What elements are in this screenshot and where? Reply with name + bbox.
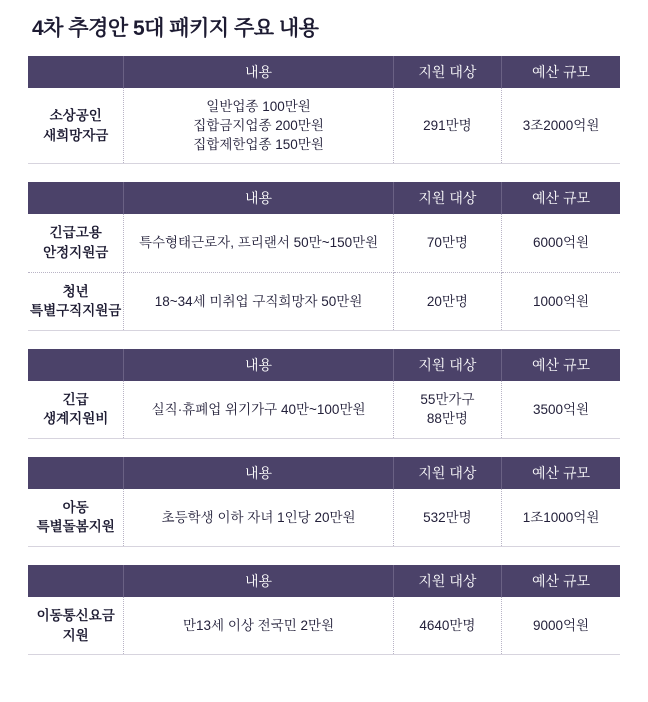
table-row xyxy=(28,272,620,330)
column-header-blank xyxy=(28,182,124,214)
column-header-target: 지원 대상 xyxy=(393,565,501,597)
column-header-budget: 예산 규모 xyxy=(502,565,620,597)
table-row xyxy=(28,214,620,272)
row-content-line: 만13세 이상 전국민 2만원 xyxy=(182,617,335,633)
table-row xyxy=(28,597,620,655)
package-table-3 xyxy=(28,349,620,439)
column-header-content: 내용 xyxy=(124,457,393,489)
row-budget-line: 1조1000억원 xyxy=(522,509,600,525)
row-label-line: 긴급고용 xyxy=(49,225,102,241)
row-budget xyxy=(502,214,620,272)
column-header-budget: 예산 규모 xyxy=(502,182,620,214)
row-content-line: 집합제한업종 150만원 xyxy=(193,137,324,153)
row-content xyxy=(124,88,393,164)
row-label-line: 지원 xyxy=(62,627,89,643)
row-content xyxy=(124,489,393,547)
row-content-line: 초등학생 이하 자녀 1인당 20만원 xyxy=(161,509,356,525)
row-content-line: 일반업종 100만원 xyxy=(206,99,311,114)
row-target-line: 291만명 xyxy=(423,118,472,134)
column-header-budget: 예산 규모 xyxy=(502,349,620,381)
row-budget xyxy=(502,597,620,655)
row-target xyxy=(393,214,501,272)
row-label xyxy=(28,381,124,439)
row-label-line: 긴급 xyxy=(62,391,89,407)
column-header-blank xyxy=(28,349,124,381)
page-title: 4차 추경안 5대 패키지 주요 내용 xyxy=(32,17,319,40)
column-header-budget: 예산 규모 xyxy=(502,56,620,88)
row-content xyxy=(124,214,393,272)
row-target-line: 532만명 xyxy=(423,509,472,525)
row-target-line: 55만가구 xyxy=(420,392,475,408)
table-header-row xyxy=(28,182,620,214)
row-label-line: 소상공인 xyxy=(49,108,102,124)
column-header-content: 내용 xyxy=(124,182,393,214)
row-content-line: 특수형태근로자, 프리랜서 50만~150만원 xyxy=(138,235,379,251)
column-header-blank xyxy=(28,457,124,489)
column-header-blank xyxy=(28,565,124,597)
row-label-line: 이동통신요금 xyxy=(36,607,115,623)
table-body-4 xyxy=(28,489,620,547)
column-header-content: 내용 xyxy=(124,56,393,88)
table-header-3 xyxy=(28,349,620,381)
row-label-line: 안정지원금 xyxy=(43,245,109,261)
package-table-2 xyxy=(28,182,620,330)
row-budget xyxy=(502,272,620,330)
table-body-2 xyxy=(28,214,620,330)
row-content-line: 18~34세 미취업 구직희망자 50만원 xyxy=(154,293,363,309)
row-label xyxy=(28,88,124,164)
row-content-line: 집합금지업종 200만원 xyxy=(193,118,324,134)
row-budget xyxy=(502,88,620,164)
table-row xyxy=(28,88,620,164)
row-label xyxy=(28,272,124,330)
row-target xyxy=(393,489,501,547)
row-budget-line: 3500억원 xyxy=(532,401,590,417)
package-table-5 xyxy=(28,565,620,655)
row-target xyxy=(393,381,501,439)
table-header-5 xyxy=(28,565,620,597)
row-budget-line: 6000억원 xyxy=(532,235,590,251)
row-label-line: 청년 xyxy=(62,283,89,299)
table-body-3 xyxy=(28,381,620,439)
table-header-row xyxy=(28,457,620,489)
row-label xyxy=(28,489,124,547)
row-content xyxy=(124,272,393,330)
table-header-2 xyxy=(28,182,620,214)
row-label-line: 아동 xyxy=(62,499,89,515)
column-header-content: 내용 xyxy=(124,565,393,597)
table-row xyxy=(28,489,620,547)
row-label xyxy=(28,597,124,655)
table-body-5 xyxy=(28,597,620,655)
row-content xyxy=(124,381,393,439)
table-header-row xyxy=(28,565,620,597)
table-header-4 xyxy=(28,457,620,489)
package-table-1 xyxy=(28,56,620,164)
row-label-line: 특별돌봄지원 xyxy=(36,519,115,535)
column-header-target: 지원 대상 xyxy=(393,457,501,489)
row-target-line: 20만명 xyxy=(426,293,468,309)
row-target-line: 70만명 xyxy=(426,235,468,251)
column-header-target: 지원 대상 xyxy=(393,182,501,214)
row-budget xyxy=(502,381,620,439)
row-budget-line: 1000억원 xyxy=(532,293,590,309)
table-header-1 xyxy=(28,56,620,88)
row-budget-line: 3조2000억원 xyxy=(522,118,600,134)
table-header-row xyxy=(28,56,620,88)
row-label xyxy=(28,214,124,272)
row-budget-line: 9000억원 xyxy=(532,617,590,633)
row-label-line: 새희망자금 xyxy=(43,127,109,143)
row-label-line: 특별구직지원금 xyxy=(30,303,122,319)
row-content-line: 실직·휴폐업 위기가구 40만~100만원 xyxy=(151,401,366,417)
package-table-4 xyxy=(28,457,620,547)
row-target-line: 88만명 xyxy=(426,411,468,427)
row-budget xyxy=(502,489,620,547)
row-label-line: 생계지원비 xyxy=(43,411,109,427)
row-target xyxy=(393,272,501,330)
column-header-budget: 예산 규모 xyxy=(502,457,620,489)
row-target xyxy=(393,597,501,655)
row-target-line: 4640만명 xyxy=(419,617,476,633)
column-header-target: 지원 대상 xyxy=(393,349,501,381)
column-header-target: 지원 대상 xyxy=(393,56,501,88)
row-target xyxy=(393,88,501,164)
column-header-content: 내용 xyxy=(124,349,393,381)
table-row xyxy=(28,381,620,439)
table-body-1 xyxy=(28,88,620,164)
column-header-blank xyxy=(28,56,124,88)
row-content xyxy=(124,597,393,655)
table-header-row xyxy=(28,349,620,381)
